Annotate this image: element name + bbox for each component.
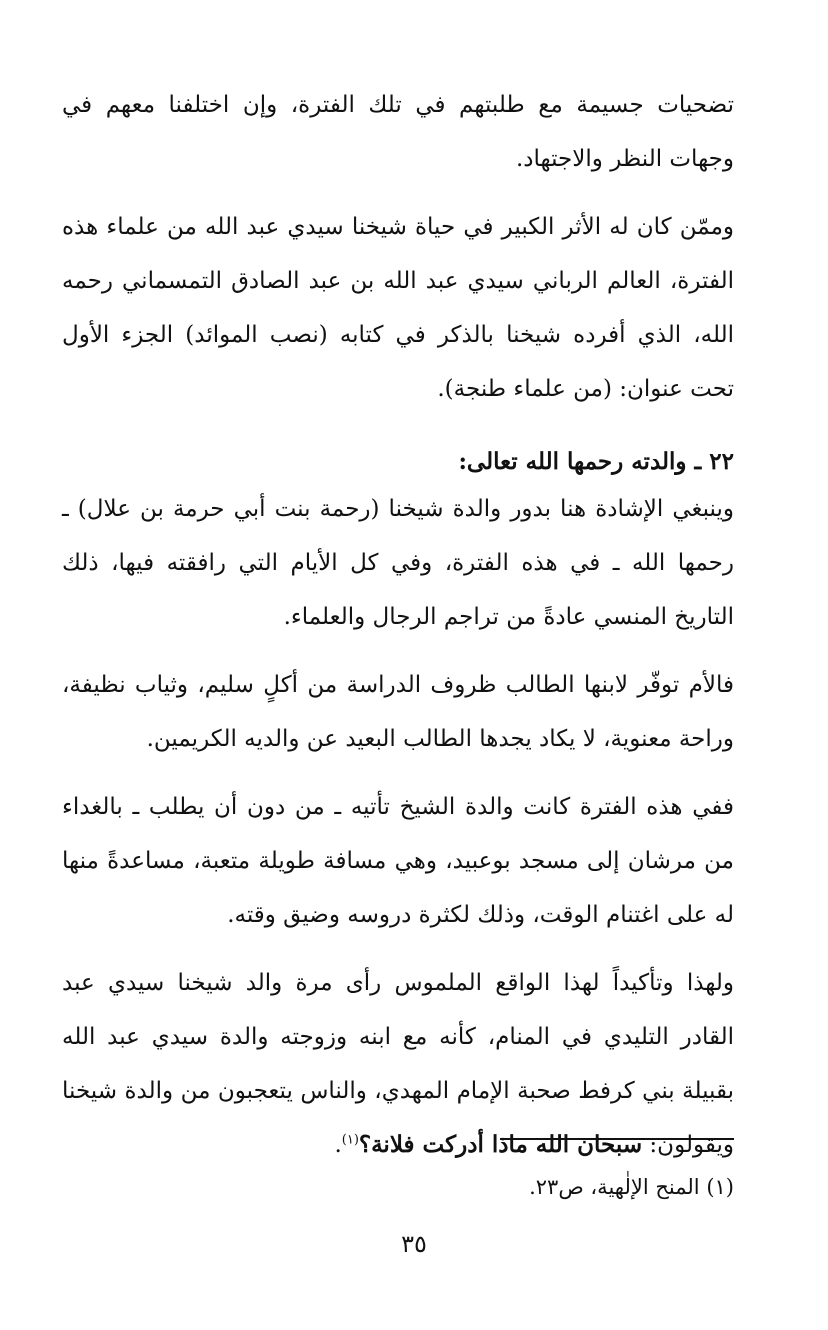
footnote-text: المنح الإلٰهية، ص٢٣. — [529, 1175, 700, 1199]
paragraph-3: وينبغي الإشادة هنا بدور والدة شيخنا (رحمة بنت أبي حرمة بن علال) ـ رحمها الله ـ في هذه الفترة، وفي كل الأيام التي رافقته فيها، ذلك التاريخ المنسي عادةً من تراجم الرجال والعلماء. — [62, 496, 734, 630]
paragraph-4: فالأم توفّر لابنها الطالب ظروف الدراسة من أكلٍ سليم، وثياب نظيفة، وراحة معنوية، لا يكاد يجدها الطالب البعيد عن والديه الكريمين. — [62, 672, 734, 752]
footnote-number: (١) — [706, 1175, 734, 1199]
paragraph-2: وممّن كان له الأثر الكبير في حياة شيخنا سيدي عبد الله من علماء هذه الفترة، العالم الرباني سيدي عبد الله بن عبد الصادق التمسماني رحمه الله، الذي أفرده شيخنا بالذكر في كتابه (نصب الموائد) الجزء الأول تحت عنوان: (من علماء طنجة). — [62, 214, 734, 402]
paragraph-6-end: . — [334, 1132, 342, 1158]
page-body — [62, 78, 734, 1172]
page-number: ٣٥ — [401, 1230, 427, 1258]
paragraph-6-text: ولهذا وتأكيداً لهذا الواقع الملموس رأى مرة والد شيخنا سيدي عبد القادر التليدي في المنام، كأنه مع ابنه وزوجته والدة سيدي عبد الله بقبيلة بني كرفط صحبة الإمام المهدي، والناس يتعجبون من والدة شيخنا ويقولون: — [62, 970, 734, 1158]
paragraph-5: ففي هذه الفترة كانت والدة الشيخ تأتيه ـ من دون أن يطلب ـ بالغداء من مرشان إلى مسجد بوعبيد، وهي مسافة طويلة متعبة، مساعدةً منها له على اغتنام الوقت، وذلك لكثرة دروسه وضيق وقته. — [62, 794, 734, 928]
footnote — [94, 1172, 734, 1202]
footnote-reference: (١) — [341, 1132, 359, 1148]
footnote-divider — [500, 1138, 734, 1140]
section-heading: ٢٢ ـ والدته رحمها الله تعالى: — [458, 448, 734, 475]
paragraph-1: تضحيات جسيمة مع طلبتهم في تلك الفترة، وإن اختلفنا معهم في وجهات النظر والاجتهاد. — [62, 92, 734, 172]
paragraph-6-quote: سبحان الله ماذا أدركت فلانة؟ — [358, 1131, 643, 1158]
